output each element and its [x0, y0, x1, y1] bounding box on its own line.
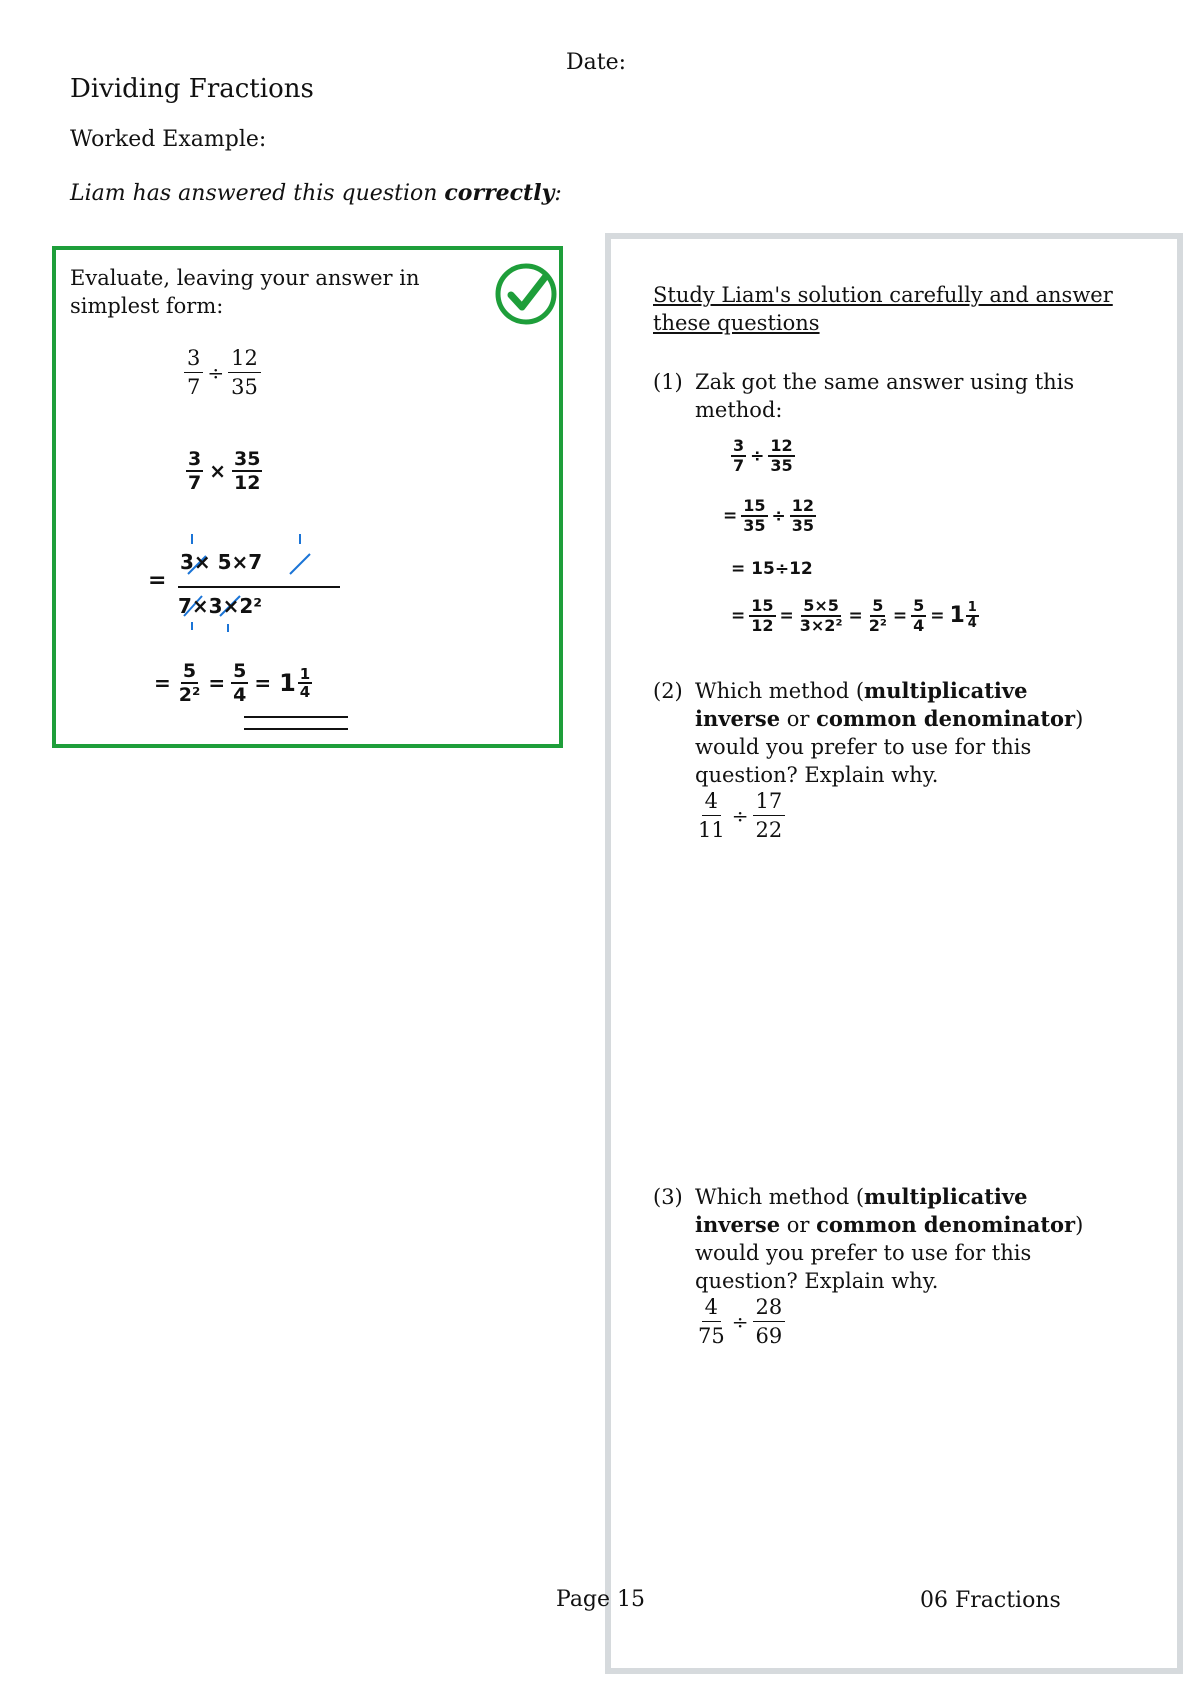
fraction: $\frac{3}{7}$ — [184, 344, 203, 401]
working-step-1: $\frac{3}{7}$ × $\frac{35}{12}$ — [188, 448, 261, 494]
intro-text: Liam has answered this question correctly: — [70, 180, 562, 206]
answer-underline — [244, 716, 348, 730]
example-prompt: Evaluate, leaving your answer in simplest form: — [70, 266, 420, 318]
fraction: $\frac{12}{35}$ — [228, 344, 261, 401]
worked-example-label: Worked Example: — [70, 127, 267, 152]
questions-panel: Study Liam's solution carefully and answer these questions (1) Zak got the same answer using this method: $\frac{3}{7}$ ÷ $\frac{12}{35}$ = $\frac{15}{35}$ ÷ $\frac{12}{35}$ = 15÷12 = $\frac{15}{12}$ = $\frac{5\times 5}{\text{3×2²}}$ = $\frac{5}{\text{2²}}$ = $\frac{5}{4}$ = 1 $\frac{1}{4}$ (2) Which method (multiplicative inverse or common denominator) would you prefer to use for this question? Explain why. $\frac{4}{11}$ ÷ $\frac{17}{22}$ (3) Which method (multiplicative inverse or common denominator) would you prefer to use for this question? Explain why. $\frac{4}{75}$ ÷ $\frac{28}{69}$ — [605, 233, 1183, 1674]
page-title: Dividing Fractions — [70, 74, 314, 104]
topic-label: 06 Fractions — [920, 1588, 1061, 1613]
working-step-3: = $\frac{5}{\text{2²}}$ = $\frac{5}{4}$ = 1 $\frac{1}{4}$ — [154, 660, 311, 706]
question-2-fraction: $\frac{4}{11}$ ÷ $\frac{17}{22}$ — [695, 787, 785, 844]
question-3-fraction: $\frac{4}{75}$ ÷ $\frac{28}{69}$ — [695, 1293, 785, 1350]
working-step-2: = 3× 5×7 7×3×2² — [148, 550, 358, 630]
check-circle-icon — [494, 262, 558, 330]
questions-heading: Study Liam's solution carefully and answer these questions — [653, 283, 1113, 335]
date-label: Date: — [566, 50, 627, 75]
example-question: $\frac{3}{7}$ ÷ $\frac{12}{35}$ — [184, 344, 261, 401]
page-number: Page 15 — [556, 1587, 646, 1612]
worked-example-box — [52, 246, 563, 748]
